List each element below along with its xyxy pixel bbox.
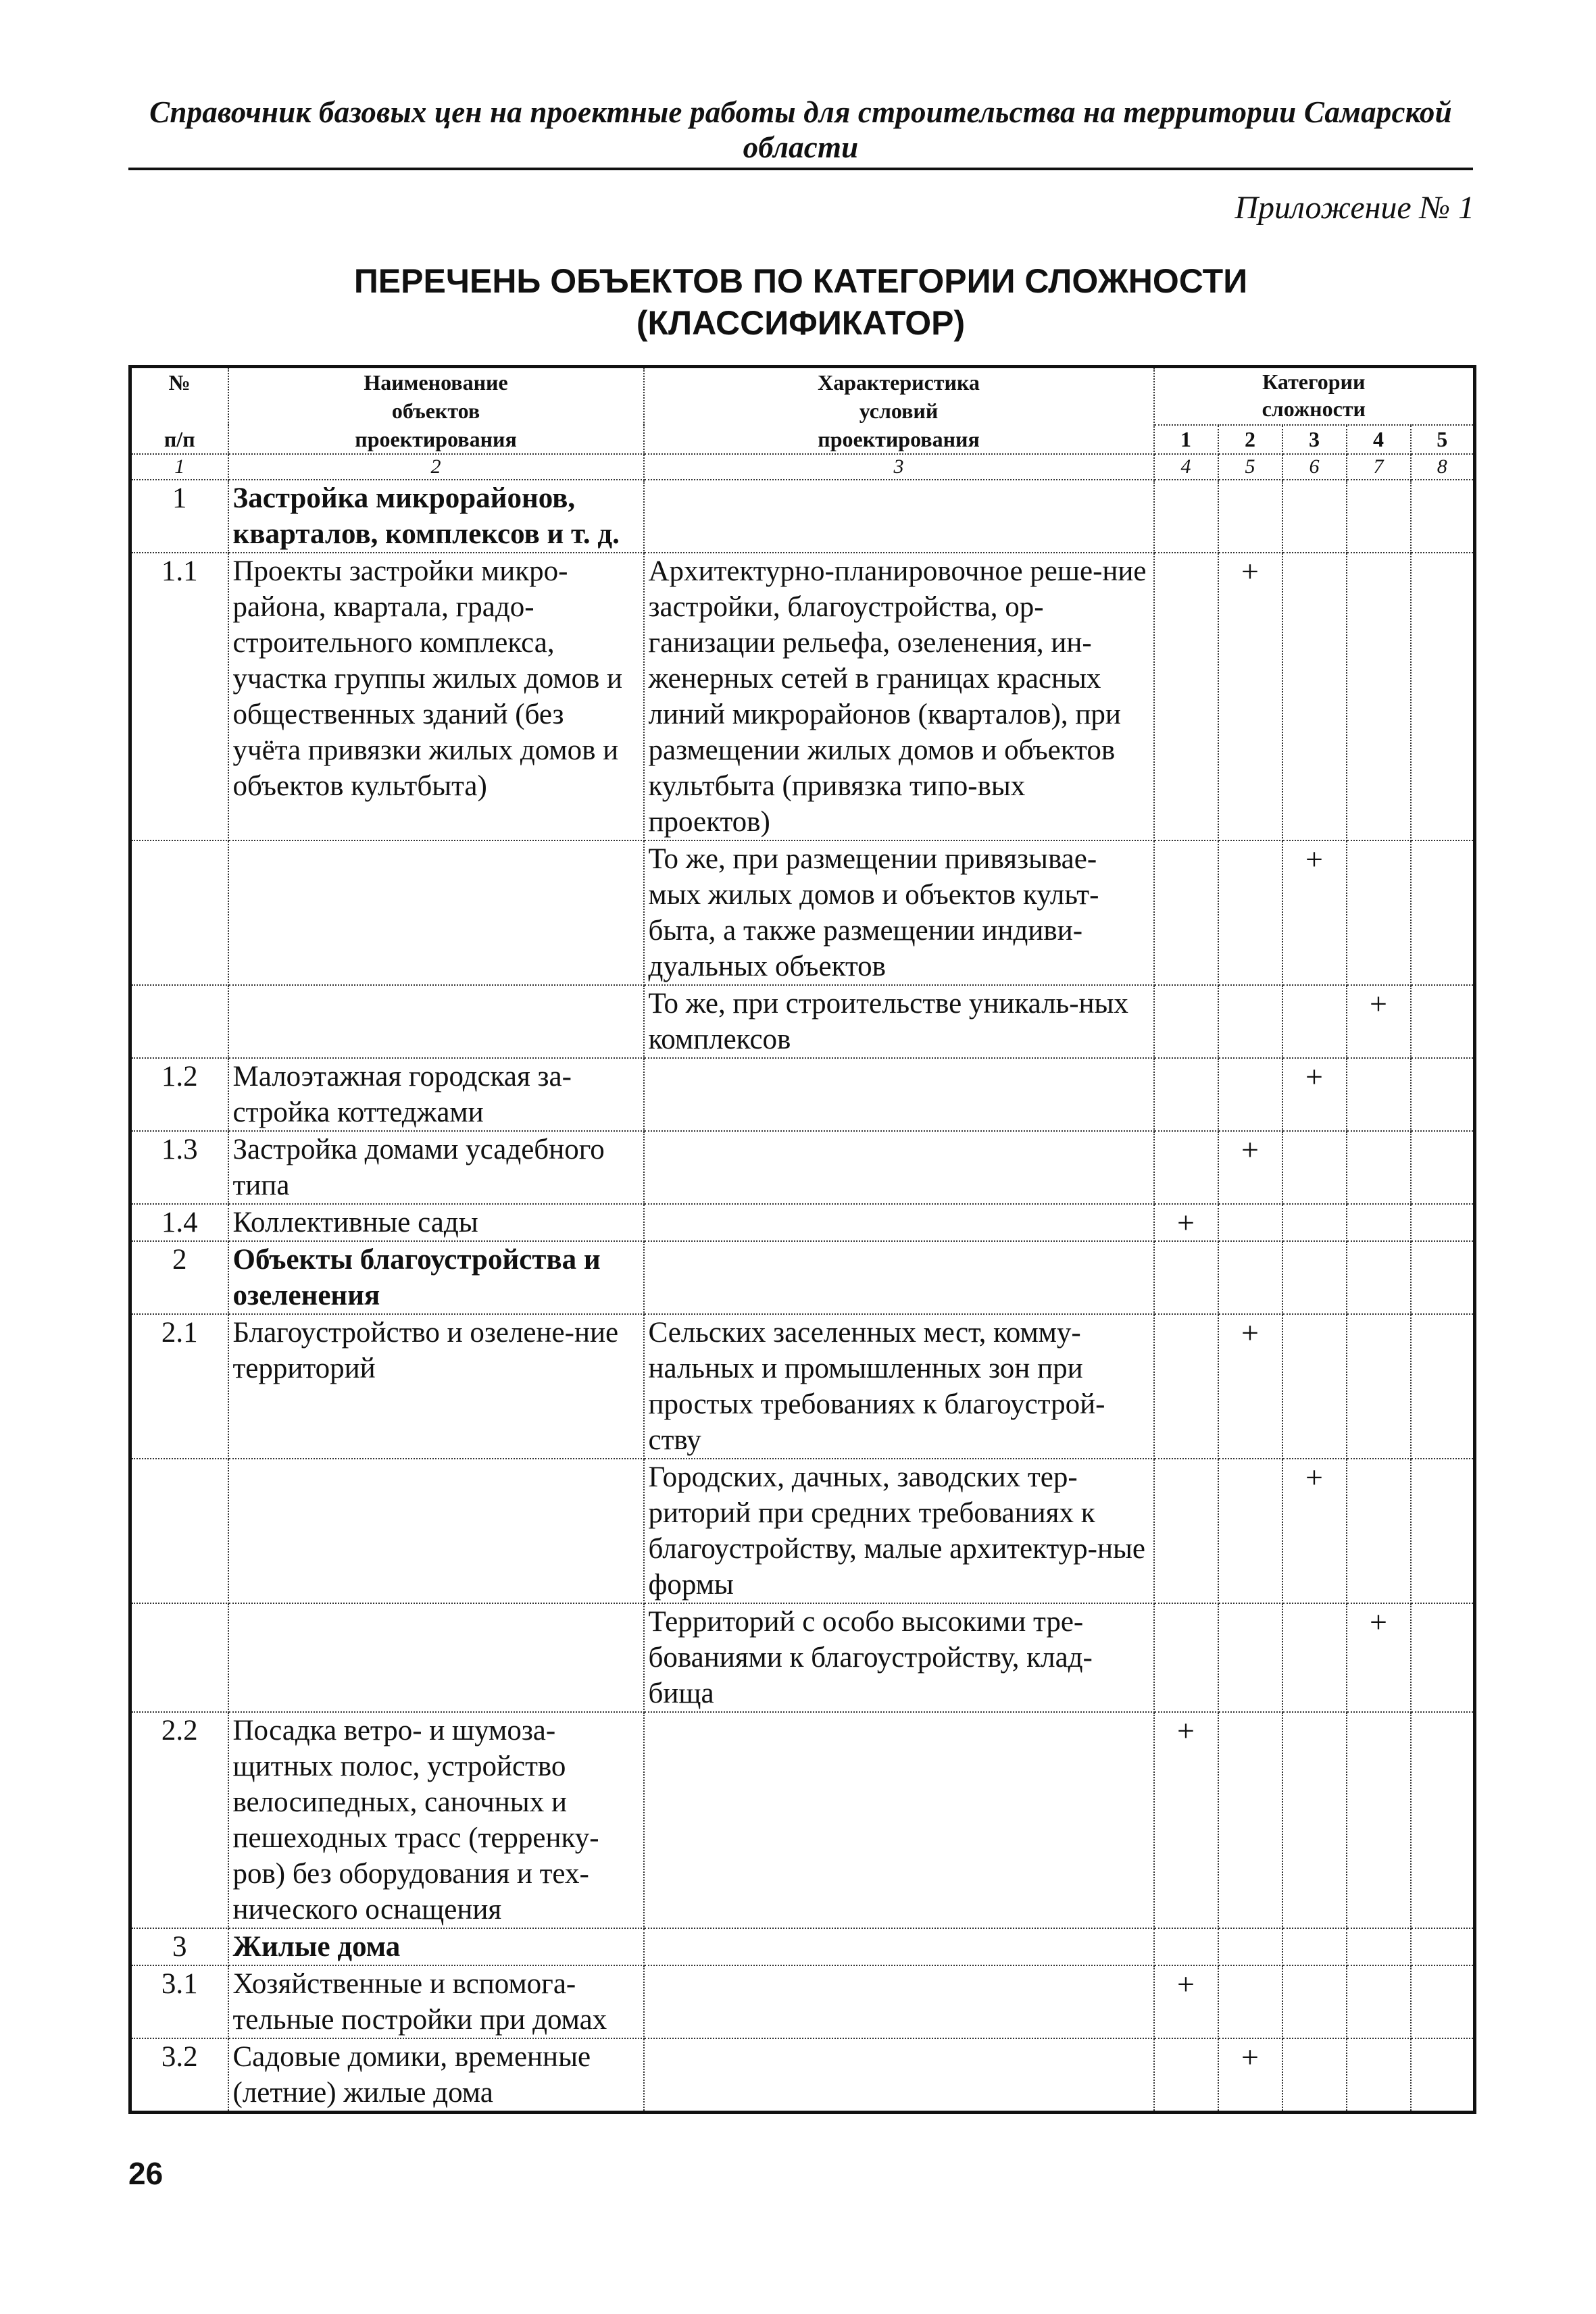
category-4-cell xyxy=(1347,480,1411,553)
table-row xyxy=(130,1712,1475,1928)
category-5-cell xyxy=(1411,2038,1475,2113)
cat-1-header: 1 xyxy=(1154,425,1218,454)
category-3-cell xyxy=(1282,1712,1347,1928)
category-2-cell xyxy=(1218,1058,1282,1131)
category-1-cell xyxy=(1154,985,1218,1058)
category-1-cell xyxy=(1154,840,1218,985)
category-1-cell xyxy=(1154,1603,1218,1712)
table-row xyxy=(130,985,1475,1058)
category-3-cell xyxy=(1282,1131,1347,1204)
category-4-cell xyxy=(1347,1459,1411,1603)
row-number: 1.3 xyxy=(130,1131,228,1204)
category-5-cell xyxy=(1411,1603,1475,1712)
object-name: Благоустройство и озелене-ние территорий xyxy=(228,1314,644,1459)
category-2-cell xyxy=(1218,1459,1282,1603)
header-row-1 xyxy=(130,367,1475,425)
category-4-cell xyxy=(1347,985,1411,1058)
category-4-cell xyxy=(1347,1603,1411,1712)
col-index: 8 xyxy=(1411,454,1475,480)
page-number: 26 xyxy=(128,2156,164,2191)
category-3-cell xyxy=(1282,1603,1347,1712)
category-5-cell xyxy=(1411,480,1475,553)
category-4-cell xyxy=(1347,1241,1411,1314)
cat-3-header: 3 xyxy=(1282,425,1347,454)
category-mark: + xyxy=(1177,1967,1195,2001)
design-conditions: То же, при строительстве уникаль-ных комплексов xyxy=(644,985,1154,1058)
row-number: 2 xyxy=(130,1241,228,1314)
category-1-cell xyxy=(1154,1928,1218,1965)
design-conditions: Территорий с особо высокими тре-бованиями к благоустройству, клад-бища xyxy=(644,1603,1154,1712)
cat-4-header: 4 xyxy=(1347,425,1411,454)
col-category-header: Категории сложности xyxy=(1154,367,1475,425)
category-mark: + xyxy=(1241,1132,1259,1167)
row-number xyxy=(130,840,228,985)
category-mark: + xyxy=(1241,1315,1259,1350)
category-1-cell xyxy=(1154,1712,1218,1928)
category-3-cell xyxy=(1282,1058,1347,1131)
running-header: Справочник базовых цен на проектные работы для строительства на территории Самарской области xyxy=(128,95,1473,170)
cat-2-header: 2 xyxy=(1218,425,1282,454)
category-2-cell xyxy=(1218,985,1282,1058)
category-3-cell xyxy=(1282,1204,1347,1241)
column-index-row xyxy=(130,454,1475,480)
object-name: Застройка микрорайонов, кварталов, комплексов и т. д. xyxy=(228,480,644,553)
col-name-header: Наименование объектов проектирования xyxy=(228,367,644,455)
design-conditions xyxy=(644,1058,1154,1131)
category-4-cell xyxy=(1347,1204,1411,1241)
table-row xyxy=(130,1241,1475,1314)
category-1-cell xyxy=(1154,1204,1218,1241)
object-name: Хозяйственные и вспомога-тельные постройки при домах xyxy=(228,1965,644,2038)
object-name: Проекты застройки микро-района, квартала, градо-строительного комплекса, участка группы жилых домов и общественных зданий (без учёта привязки жилых домов и объектов культбыта) xyxy=(228,553,644,840)
col-index: 2 xyxy=(228,454,644,480)
row-number: 3.2 xyxy=(130,2038,228,2113)
category-1-cell xyxy=(1154,1241,1218,1314)
category-3-cell xyxy=(1282,1928,1347,1965)
object-name: Жилые дома xyxy=(228,1928,644,1965)
category-2-cell xyxy=(1218,1712,1282,1928)
category-5-cell xyxy=(1411,1965,1475,2038)
category-1-cell xyxy=(1154,553,1218,840)
category-5-cell xyxy=(1411,1058,1475,1131)
row-number: 1 xyxy=(130,480,228,553)
category-5-cell xyxy=(1411,1131,1475,1204)
object-name: Объекты благоустройства и озеленения xyxy=(228,1241,644,1314)
category-4-cell xyxy=(1347,1712,1411,1928)
row-number: 2.1 xyxy=(130,1314,228,1459)
category-mark: + xyxy=(1370,1605,1387,1639)
category-2-cell xyxy=(1218,1965,1282,2038)
table-row xyxy=(130,1314,1475,1459)
category-1-cell xyxy=(1154,1314,1218,1459)
row-number: 1.2 xyxy=(130,1058,228,1131)
category-4-cell xyxy=(1347,1314,1411,1459)
design-conditions xyxy=(644,2038,1154,2113)
category-2-cell xyxy=(1218,1603,1282,1712)
object-name xyxy=(228,840,644,985)
object-name xyxy=(228,1603,644,1712)
design-conditions xyxy=(644,1204,1154,1241)
category-3-cell xyxy=(1282,1965,1347,2038)
category-2-cell xyxy=(1218,1241,1282,1314)
category-5-cell xyxy=(1411,553,1475,840)
row-number xyxy=(130,985,228,1058)
col-num-header: № п/п xyxy=(130,367,228,455)
classifier-table xyxy=(128,365,1476,2114)
category-2-cell xyxy=(1218,480,1282,553)
row-number: 3 xyxy=(130,1928,228,1965)
title-line-1: ПЕРЕЧЕНЬ ОБЪЕКТОВ ПО КАТЕГОРИИ СЛОЖНОСТИ xyxy=(353,262,1248,300)
category-4-cell xyxy=(1347,1058,1411,1131)
category-3-cell xyxy=(1282,1459,1347,1603)
row-number xyxy=(130,1459,228,1603)
appendix-label: Приложение № 1 xyxy=(1235,190,1474,226)
row-number xyxy=(130,1603,228,1712)
category-2-cell xyxy=(1218,1314,1282,1459)
table-row xyxy=(130,1459,1475,1603)
col-index: 1 xyxy=(130,454,228,480)
category-mark: + xyxy=(1177,1205,1195,1240)
design-conditions: Архитектурно-планировочное реше-ние застройки, благоустройства, ор-ганизации рельефа, озеленения, ин-женерных сетей в границах красных линий микрорайонов (кварталов), при размещении жилых домов и объектов культбыта (привязка типо-вых проектов) xyxy=(644,553,1154,840)
category-3-cell xyxy=(1282,1314,1347,1459)
category-4-cell xyxy=(1347,840,1411,985)
category-5-cell xyxy=(1411,1928,1475,1965)
object-name: Коллективные сады xyxy=(228,1204,644,1241)
page-title xyxy=(128,260,1473,344)
category-1-cell xyxy=(1154,480,1218,553)
row-number: 1.4 xyxy=(130,1204,228,1241)
category-4-cell xyxy=(1347,1928,1411,1965)
category-mark: + xyxy=(1305,842,1323,876)
col-index: 3 xyxy=(644,454,1154,480)
object-name: Посадка ветро- и шумоза-щитных полос, устройство велосипедных, саночных и пешеходных трасс (терренку-ров) без оборудования и тех-нического оснащения xyxy=(228,1712,644,1928)
category-5-cell xyxy=(1411,1712,1475,1928)
category-mark: + xyxy=(1305,1460,1323,1494)
table-row xyxy=(130,1928,1475,1965)
category-2-cell xyxy=(1218,1131,1282,1204)
design-conditions xyxy=(644,1712,1154,1928)
design-conditions xyxy=(644,1131,1154,1204)
category-1-cell xyxy=(1154,1131,1218,1204)
category-2-cell xyxy=(1218,1928,1282,1965)
category-3-cell xyxy=(1282,840,1347,985)
col-index: 7 xyxy=(1347,454,1411,480)
table-row xyxy=(130,1058,1475,1131)
table-row xyxy=(130,480,1475,553)
table-row xyxy=(130,1204,1475,1241)
design-conditions xyxy=(644,1241,1154,1314)
title-line-2: (КЛАССИФИКАТОР) xyxy=(636,304,966,342)
object-name: Застройка домами усадебного типа xyxy=(228,1131,644,1204)
category-mark: + xyxy=(1305,1059,1323,1094)
table-row xyxy=(130,1131,1475,1204)
category-5-cell xyxy=(1411,840,1475,985)
category-2-cell xyxy=(1218,553,1282,840)
cat-5-header: 5 xyxy=(1411,425,1475,454)
table-row xyxy=(130,1603,1475,1712)
category-5-cell xyxy=(1411,1241,1475,1314)
category-5-cell xyxy=(1411,1459,1475,1603)
col-conditions-header: Характеристика условий проектирования xyxy=(644,367,1154,455)
object-name: Малоэтажная городская за-стройка коттеджами xyxy=(228,1058,644,1131)
row-number: 1.1 xyxy=(130,553,228,840)
design-conditions xyxy=(644,1928,1154,1965)
col-index: 5 xyxy=(1218,454,1282,480)
object-name: Садовые домики, временные (летние) жилые дома xyxy=(228,2038,644,2113)
category-3-cell xyxy=(1282,480,1347,553)
category-4-cell xyxy=(1347,1965,1411,2038)
category-2-cell xyxy=(1218,2038,1282,2113)
category-2-cell xyxy=(1218,1204,1282,1241)
design-conditions: То же, при размещении привязывае-мых жилых домов и объектов культ-быта, а также размещении индиви-дуальных объектов xyxy=(644,840,1154,985)
category-1-cell xyxy=(1154,2038,1218,2113)
design-conditions: Городских, дачных, заводских тер-риторий при средних требованиях к благоустройству, малые архитектур-ные формы xyxy=(644,1459,1154,1603)
category-3-cell xyxy=(1282,1241,1347,1314)
table-row xyxy=(130,840,1475,985)
table-row xyxy=(130,553,1475,840)
category-mark: + xyxy=(1177,1713,1195,1748)
table-row xyxy=(130,1965,1475,2038)
col-index: 4 xyxy=(1154,454,1218,480)
category-3-cell xyxy=(1282,553,1347,840)
design-conditions xyxy=(644,480,1154,553)
category-5-cell xyxy=(1411,985,1475,1058)
category-mark: + xyxy=(1370,986,1387,1021)
category-3-cell xyxy=(1282,2038,1347,2113)
category-4-cell xyxy=(1347,2038,1411,2113)
category-4-cell xyxy=(1347,553,1411,840)
category-1-cell xyxy=(1154,1058,1218,1131)
category-1-cell xyxy=(1154,1965,1218,2038)
category-5-cell xyxy=(1411,1204,1475,1241)
object-name xyxy=(228,985,644,1058)
row-number: 2.2 xyxy=(130,1712,228,1928)
row-number: 3.1 xyxy=(130,1965,228,2038)
category-5-cell xyxy=(1411,1314,1475,1459)
category-mark: + xyxy=(1241,554,1259,588)
category-2-cell xyxy=(1218,840,1282,985)
object-name xyxy=(228,1459,644,1603)
design-conditions: Сельских заселенных мест, комму-нальных и промышленных зон при простых требованиях к благоустрой-ству xyxy=(644,1314,1154,1459)
design-conditions xyxy=(644,1965,1154,2038)
table-row xyxy=(130,2038,1475,2113)
category-3-cell xyxy=(1282,985,1347,1058)
category-1-cell xyxy=(1154,1459,1218,1603)
category-4-cell xyxy=(1347,1131,1411,1204)
category-mark: + xyxy=(1241,2040,1259,2074)
table-body xyxy=(130,480,1475,2113)
col-index: 6 xyxy=(1282,454,1347,480)
